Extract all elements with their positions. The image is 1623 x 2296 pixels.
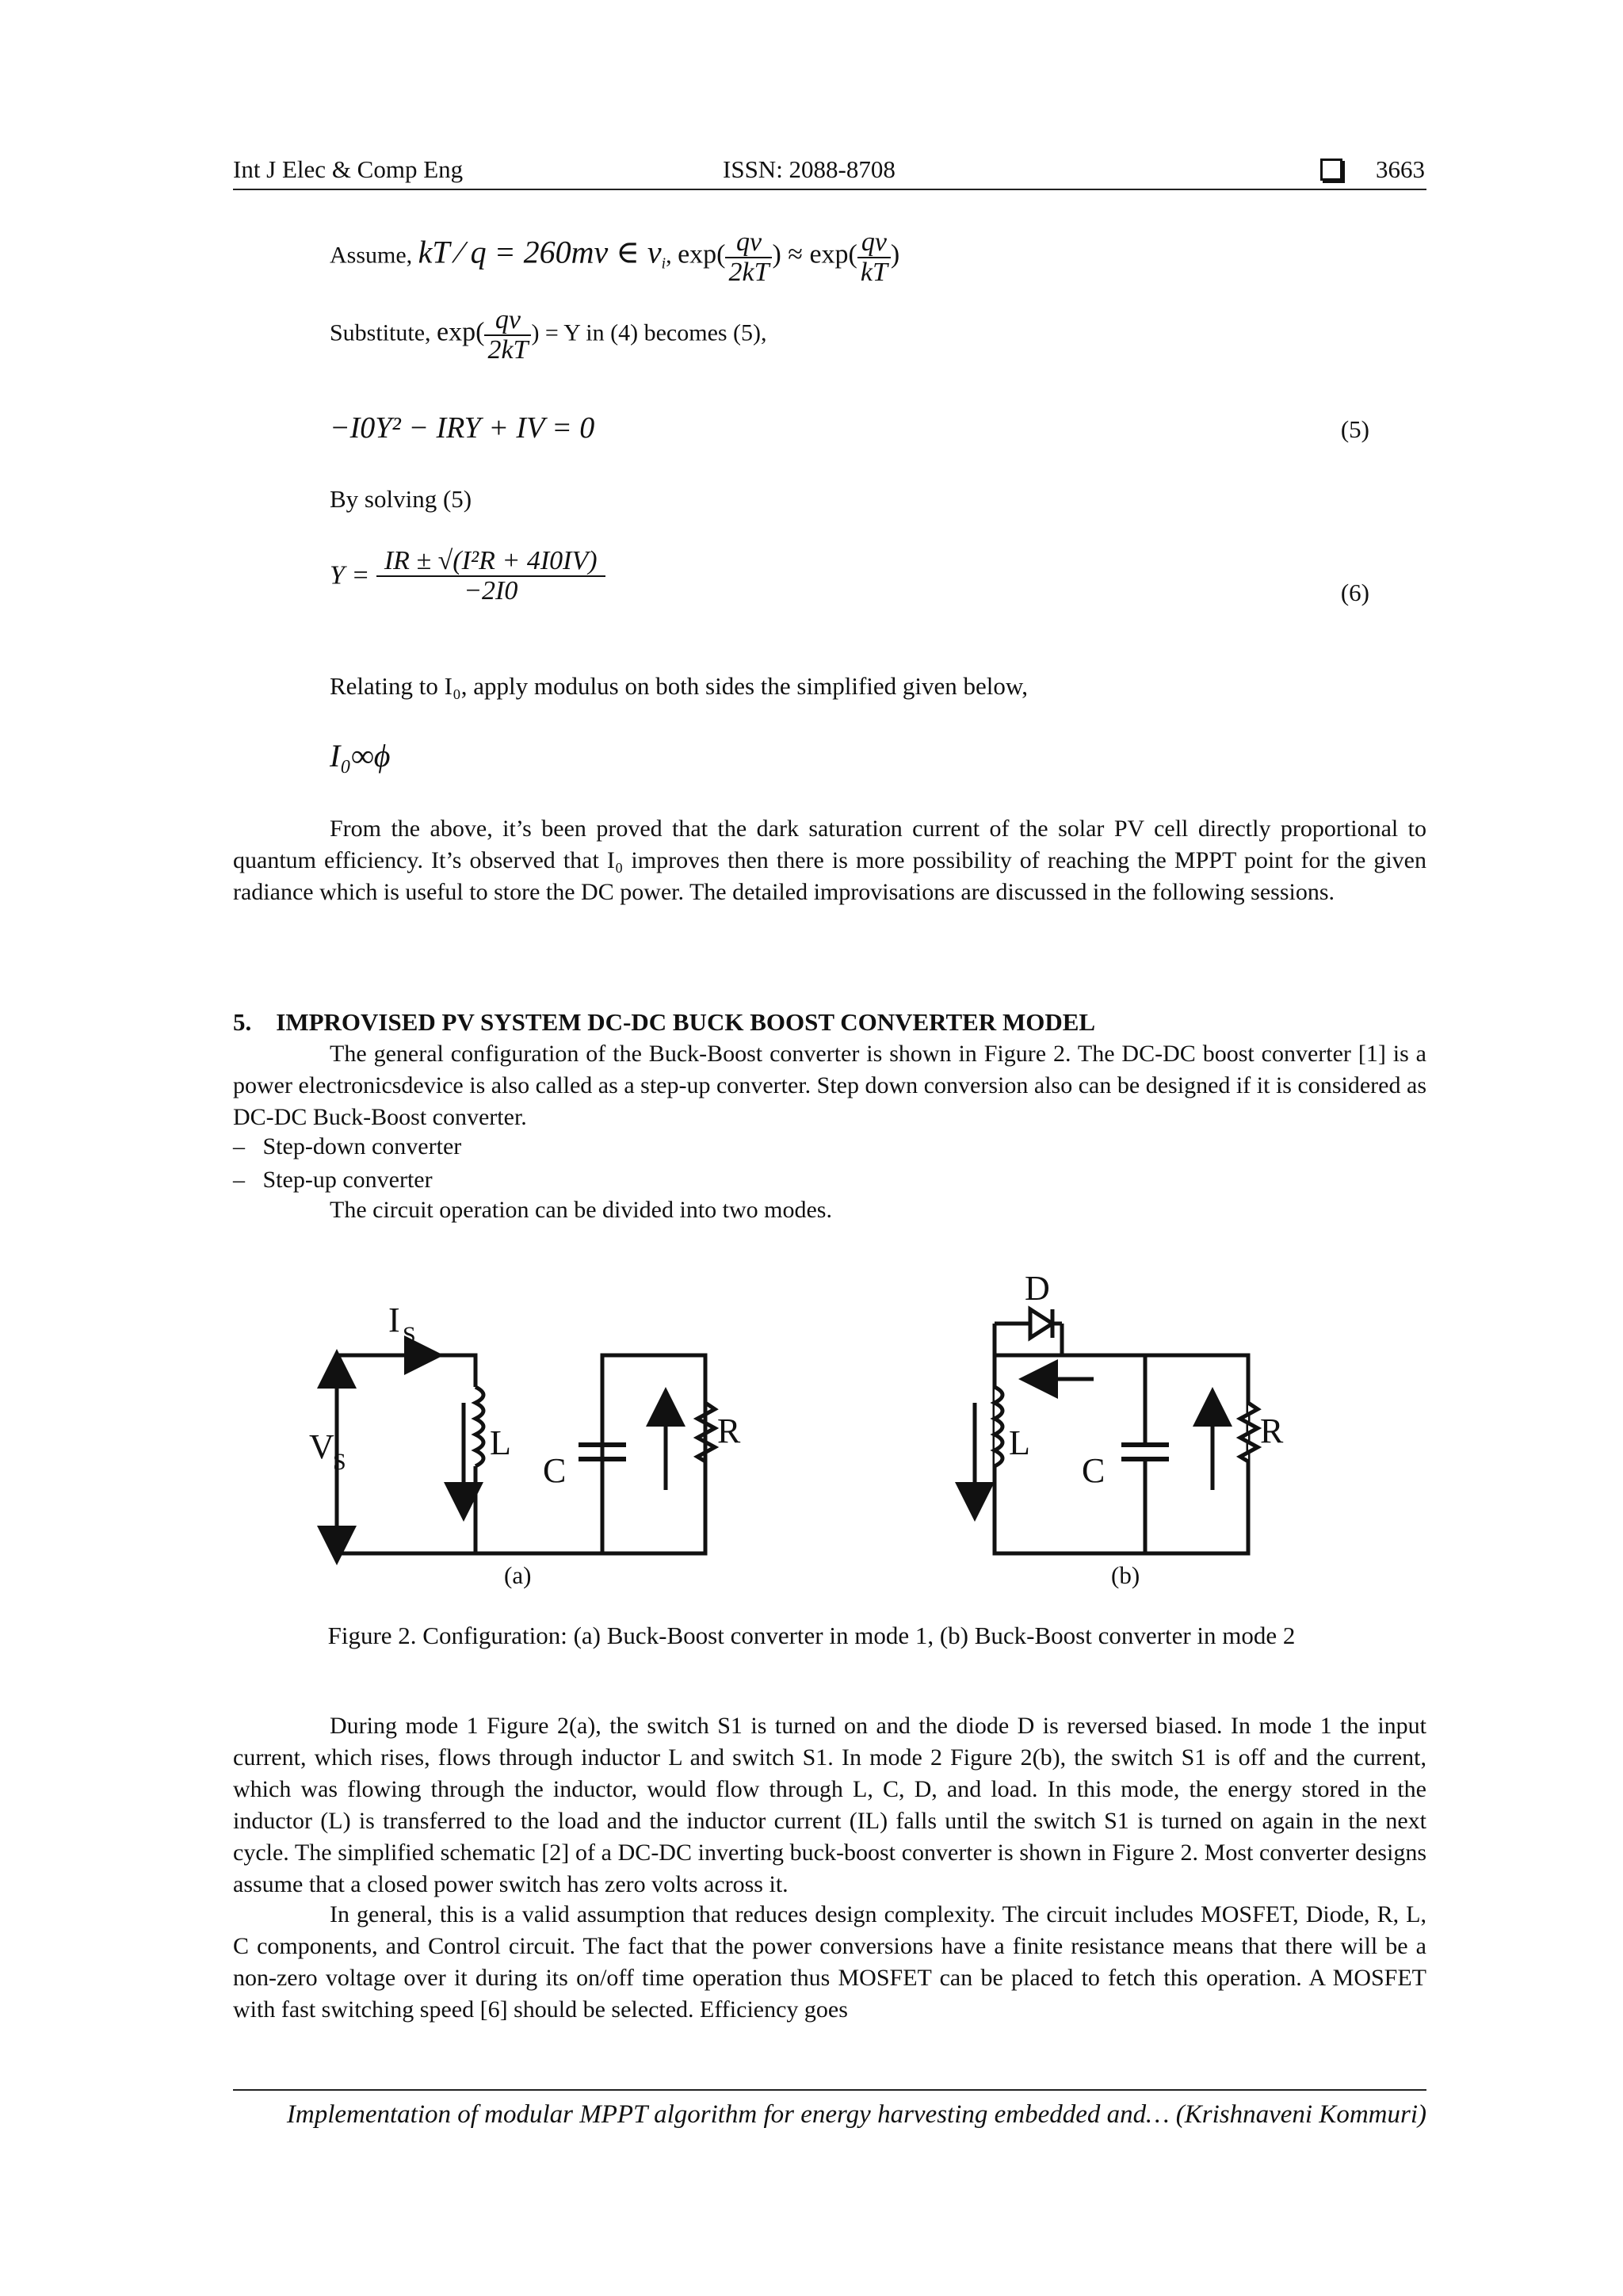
subfigure-label-b: (b)	[1111, 1561, 1140, 1589]
running-footer: Implementation of modular MPPT algorithm for energy harvesting embedded and… (Krishnaveni Kommuri)	[286, 2100, 1426, 2129]
running-header-issn: ISSN: 2088-8708	[723, 155, 896, 183]
assume-v: v	[647, 234, 662, 270]
proportional-expression: I₀∞ϕ	[330, 738, 391, 774]
label-is: I	[388, 1301, 400, 1339]
paragraph-modes: The circuit operation can be divided into two modes.	[330, 1197, 832, 1223]
inductor-a	[475, 1387, 483, 1466]
fraction-denominator-2: kT	[860, 257, 888, 287]
inductor-b	[995, 1387, 1002, 1466]
label-r-a: R	[717, 1412, 741, 1450]
label-c-b: C	[1082, 1451, 1106, 1490]
resistor-b	[1240, 1403, 1258, 1461]
equation-6-number: (6)	[1340, 579, 1369, 606]
section-heading: 5. IMPROVISED PV SYSTEM DC-DC BUCK BOOST CONVERTER MODEL	[233, 1008, 1096, 1036]
square-box-icon	[1320, 157, 1342, 185]
diode-d	[1030, 1309, 1052, 1338]
capacitor-b	[1121, 1445, 1169, 1459]
circuit-a-top-wire	[337, 1355, 475, 1387]
substitute-label: Substitute,	[330, 319, 431, 346]
label-d: D	[1025, 1276, 1050, 1308]
assume-equation: Assume, kT ⁄ q = 260mv ∈ $v_i$, exp( $\frac{qv}{2kT}$ ) ≈ exp( $\frac{qv}{kT}$ )	[330, 227, 900, 287]
equation-6	[330, 547, 605, 605]
figure-2-circuits	[301, 1276, 1411, 1585]
running-header-journal: Int J Elec & Comp Eng	[233, 155, 464, 183]
assume-sub-i: i	[661, 255, 666, 273]
fraction-numerator-3: qv	[484, 306, 531, 336]
fraction-numerator-2: qv	[857, 228, 891, 258]
relating-text: Relating to I₀, apply modulus on both sides the simplified given below,	[330, 672, 1029, 700]
fraction-qv-2kt	[725, 228, 772, 286]
bullet-item: – Step-up converter	[233, 1167, 433, 1193]
label-is-sub: S	[403, 1322, 416, 1348]
label-vs-sub: S	[333, 1449, 346, 1475]
paragraph-dark-saturation: From the above, it’s been proved that the dark saturation current of the solar PV cell directly proportional to quantum efficiency. It’s observed that I₀ improves then there is more possibility of reaching the MPPT point for the given radiance which is useful to store the DC power. The detailed improvisations are discussed in the following sessions.	[233, 816, 1426, 905]
exp-open-2: exp(	[437, 317, 485, 347]
paragraph-mosfet: In general, this is a valid assumption that reduces design complexity. The circuit includes MOSFET, Diode, R, L, C components, and Control circuit. The fact that the power conversions have a finite resistance means that there will be a non-zero voltage over it during its on/off time operation thus MOSFET can be placed to fetch this operation. A MOSFET with fast switching speed [6] should be selected. Efficiency goes	[233, 1901, 1426, 2023]
substitute-tail: ) = Y in (4) becomes (5),	[531, 319, 767, 346]
paragraph-configuration: The general configuration of the Buck-Boost converter is shown in Figure 2. The DC-DC boost converter [1] is a power electronicsdevice is also called as a step-up converter. Step down conversion also can be designed if it is considered as DC-DC Buck-Boost converter.	[233, 1041, 1426, 1130]
bullet-step-up: Step-up converter	[262, 1167, 433, 1193]
bullet-item: – Step-down converter	[233, 1133, 462, 1159]
circuit-a-wires	[337, 1355, 705, 1553]
fraction-qv-kt	[857, 228, 891, 286]
fraction-numerator: qv	[725, 228, 772, 258]
fraction-denominator: 2kT	[728, 257, 769, 287]
equation-5-number: (5)	[1340, 415, 1369, 443]
equation-5: −I0Y² − IRY + IV = 0	[330, 411, 595, 445]
subfigure-label-a: (a)	[504, 1561, 532, 1589]
equation-6-fraction	[376, 547, 605, 605]
substitute-equation	[330, 306, 767, 364]
label-r-b: R	[1260, 1412, 1284, 1450]
fraction-denominator-3: 2kT	[487, 334, 529, 365]
bullet-step-down: Step-down converter	[262, 1133, 462, 1159]
circuit-a	[337, 1355, 715, 1553]
paragraph-mode-operation: During mode 1 Figure 2(a), the switch S1 is turned on and the diode D is reversed biased. In mode 1 the input current, which rises, flows through inductor L and switch S1. In mode 2 Figure 2(b), the switch S1 is off and the current, which was flowing through the inductor, would flow through L, C, D, and load. In this mode, the energy stored in the inductor (L) is transferred to the load and the inductor current (IL) falls until the switch S1 is turned on again in the next cycle. The simplified schematic [2] of a DC-DC inverting buck-boost converter is shown in Figure 2. Most converter designs assume that a closed power switch has zero volts across it.	[233, 1713, 1426, 1897]
assume-label: Assume,	[330, 242, 413, 269]
circuit-b-wires	[995, 1355, 1248, 1553]
label-l-b: L	[1009, 1423, 1030, 1462]
approx-sign: ) ≈ exp(	[772, 239, 857, 269]
label-l-a: L	[490, 1423, 511, 1462]
equation-6-numerator: IR ± √(I²R + 4I0IV)	[376, 547, 605, 577]
header-rule	[233, 189, 1426, 190]
fraction-qv-2kt-b	[484, 306, 531, 364]
exp-close: )	[890, 239, 900, 269]
assume-expression: kT ⁄ q = 260mv ∈	[418, 234, 647, 270]
figure-caption: Figure 2. Configuration: (a) Buck-Boost converter in mode 1, (b) Buck-Boost converter in mode 2	[327, 1622, 1296, 1649]
label-vs: V	[309, 1427, 334, 1466]
page-number: 3663	[1376, 155, 1425, 183]
footer-rule	[233, 2089, 1426, 2091]
equation-6-denominator: −2I0	[464, 575, 518, 606]
by-solving-text: By solving (5)	[330, 485, 472, 513]
exp-open-1: exp(	[678, 239, 726, 269]
label-c-a: C	[543, 1451, 567, 1490]
equation-6-lhs: Y =	[330, 560, 370, 590]
